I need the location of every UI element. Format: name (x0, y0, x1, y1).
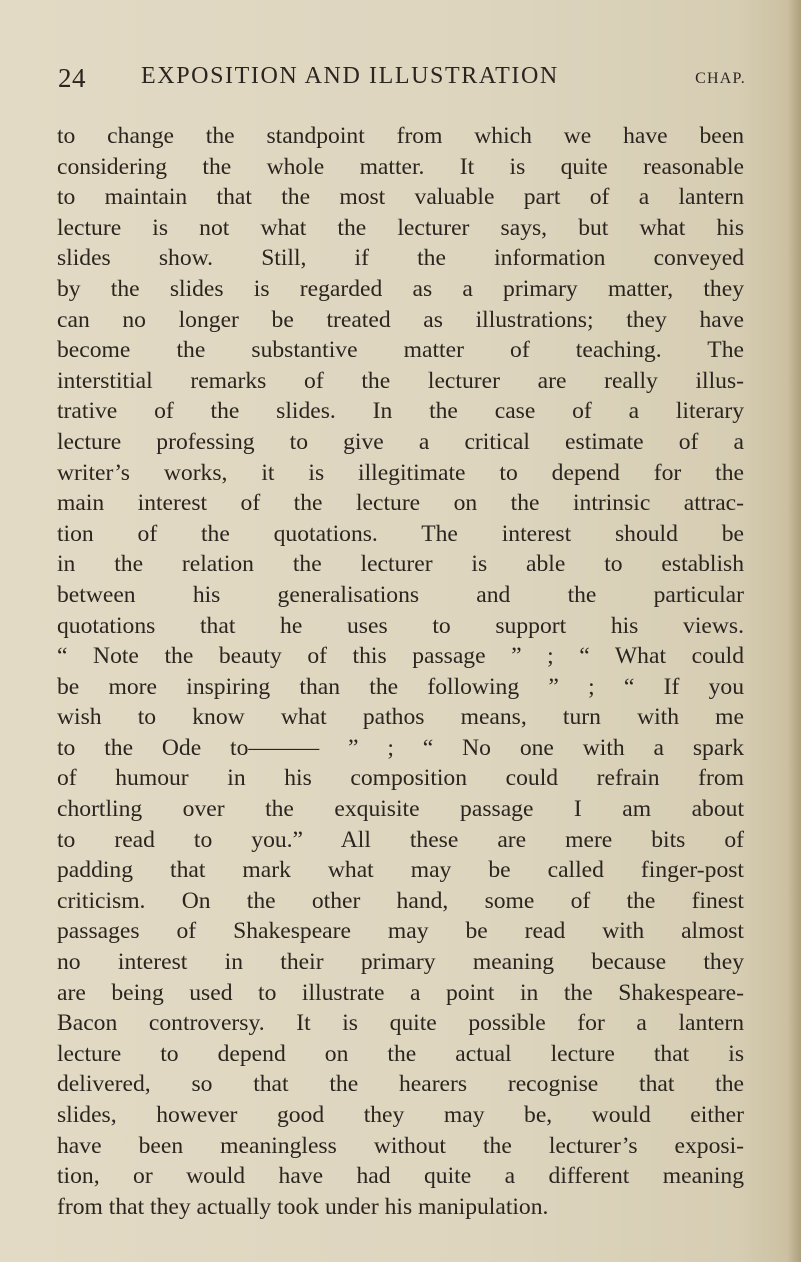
text-line: to change the standpoint from which we have been (57, 123, 744, 149)
text-line: criticism. On the other hand, some of the finest (57, 887, 744, 914)
text-line: lecture is not what the lecturer says, but what his (57, 214, 744, 241)
page-edge-shadow (787, 0, 801, 1262)
text-line: to the Ode to——— ” ; “ No one with a spark (57, 734, 744, 761)
text-line: by the slides is regarded as a primary matter, they (57, 275, 744, 302)
text-line: are being used to illustrate a point in the Shakespeare- (57, 979, 744, 1006)
text-line: “ Note the beauty of this passage ” ; “ What could (57, 643, 744, 670)
text-line: chortling over the exquisite passage I am about (57, 796, 744, 823)
text-line: no interest in their primary meaning because they (57, 949, 744, 976)
text-line: tion, or would have had quite a different meaning (57, 1163, 744, 1190)
text-line: passages of Shakespeare may be read with almost (57, 918, 744, 945)
text-line: lecture professing to give a critical estimate of a (57, 428, 744, 455)
text-line: to read to you.” All these are mere bits of (57, 826, 744, 853)
text-line: writer’s works, it is illegitimate to depend for the (57, 459, 744, 486)
page-number: 24 (58, 63, 86, 93)
text-line: quotations that he uses to support his views. (57, 612, 744, 639)
text-line: slides, however good they may be, would either (57, 1102, 744, 1128)
text-line: become the substantive matter of teaching. The (57, 337, 744, 364)
text-line: wish to know what pathos means, turn with me (57, 704, 744, 731)
text-line: Bacon controversy. It is quite possible for a lantern (57, 1010, 744, 1037)
text-line: between his generalisations and the particular (57, 581, 744, 608)
text-line: trative of the slides. In the case of a literary (57, 398, 744, 425)
body-paragraph (57, 121, 744, 1222)
running-header (58, 63, 748, 97)
text-line: in the relation the lecturer is able to establish (57, 551, 744, 578)
chapter-label: CHAP. (695, 70, 746, 87)
text-line: padding that mark what may be called finger-post (57, 857, 744, 884)
text-line: tion of the quotations. The interest should be (57, 520, 744, 547)
text-line: to maintain that the most valuable part of a lantern (57, 184, 744, 211)
running-title: EXPOSITION AND ILLUSTRATION (141, 63, 559, 89)
text-line: considering the whole matter. It is quite reasonable (57, 153, 744, 180)
text-line: interstitial remarks of the lecturer are really illus- (57, 367, 744, 394)
text-line: from that they actually took under his manipulation. (57, 1193, 549, 1220)
text-line: slides show. Still, if the information conveyed (57, 245, 744, 272)
text-line: lecture to depend on the actual lecture that is (57, 1040, 744, 1067)
text-line: be more inspiring than the following ” ; “ If you (57, 673, 744, 700)
text-line: main interest of the lecture on the intrinsic attrac- (57, 490, 744, 517)
text-line: have been meaningless without the lecturer’s exposi- (57, 1132, 744, 1159)
text-line: delivered, so that the hearers recognise that the (57, 1071, 744, 1098)
text-line: can no longer be treated as illustrations; they have (57, 306, 744, 333)
text-line: of humour in his composition could refrain from (57, 765, 744, 792)
